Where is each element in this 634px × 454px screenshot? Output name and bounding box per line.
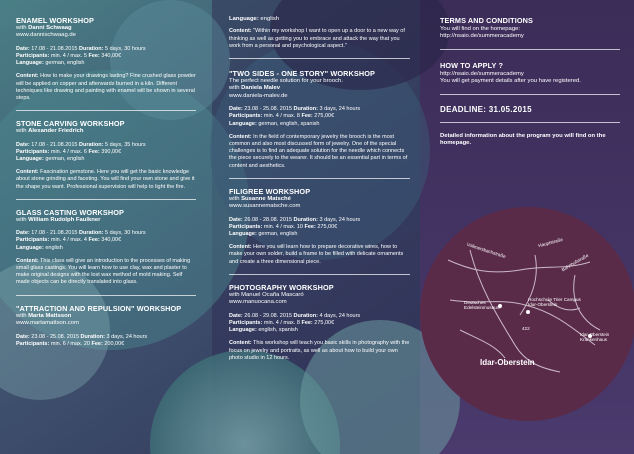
workshop-url[interactable]: www.martamattson.com (16, 320, 79, 327)
workshop-details: Date: 17.08 - 21.08.2015 Duration: 5 days, 35 hours Participants: min. 4 / max. 6 Fee: 390,00€ Language: german, english (16, 141, 146, 163)
divider (440, 94, 620, 95)
workshop-url[interactable]: www.manuocana.com (229, 299, 287, 306)
workshop-filigree (229, 187, 410, 266)
workshop-instructor: with Daniela Malev (229, 85, 281, 92)
hospital-label: Idar-Oberstein Krankenhaus (580, 332, 610, 343)
hochschule-label: Hochschule Trier Campus Idar-Oberstein (528, 297, 581, 308)
workshop-content: Content: This workshop will teach you basic skills in photography with the focus on jewelry and portraits, as well as about how to build your own photo studio in 12 hours. (229, 340, 410, 361)
apply-title: HOW TO APPLY ? (440, 60, 504, 70)
workshop-url[interactable]: www.dannischwaag.de (16, 32, 76, 39)
column-middle (229, 0, 410, 362)
workshop-content: Content: Here you will learn how to prepare decorative wires, how to make your own solder, build a frame to be filled with delicate ornaments and create a three dimensional piece. (229, 244, 404, 265)
workshop-content: Content: In the field of contemporary jewelry the brooch is the most common and also most discussed form of jewelry. One of the special challenges is to find an adequate solution for the needle which connects the piece securely to the wearer. It should be an essential part in terms of content and aesthetics. (229, 133, 408, 169)
workshop-instructor: with Susanne Matsché (229, 195, 291, 202)
workshop-instructor: with Alexander Friedrich (16, 128, 84, 135)
workshop-url[interactable]: www.susannematsche.com (229, 203, 301, 210)
workshop-title: FILIGREE WORKSHOP (229, 186, 311, 196)
workshop-instructor: with Marta Mattsson (16, 312, 72, 319)
workshop-title: PHOTOGRAPHY WORKSHOP (229, 282, 334, 292)
workshop-details: Date: 26.08 - 28.08. 2015 Duration: 3 days, 24 hours Participants: min. 4 / max. 10 Fee: 275,00€ Language: german, english (229, 216, 361, 238)
deadline: DEADLINE: 31.05.2015 (440, 104, 532, 114)
street-label: Bahnhofstraße (560, 252, 590, 273)
workshop-title: "TWO SIDES - ONE STORY" WORKSHOP (229, 69, 375, 79)
apply-text: You will get payment details after you have registered. (440, 78, 581, 85)
divider (440, 122, 620, 123)
workshop-attraction-repulsion (16, 304, 196, 348)
divider (229, 274, 410, 275)
workshop-content: Content: How to make your drawings lasting? Fine crushed glass powder will be applied on copper and afterwards burned in a kiln. Different techniques like drawing and painting with enamel will be shown in several steps. (16, 73, 196, 102)
column-right (440, 0, 620, 147)
workshop-title: GLASS CASTING WORKSHOP (16, 207, 125, 217)
workshop-details: Date: 26.08 - 29.08. 2015 Duration: 4 days, 24 hours Participants: min. 4 / max. 8 Fee: 275,00€ Language: english, spanish (229, 312, 361, 334)
workshop-details: Date: 23.08 - 25.08. 2015 Duration: 3 days, 24 hours Participants: min. 4 / max. 8 Fee: 275,00€ Language: german, english, spanish (229, 106, 361, 127)
museum-label: Deutsches Edelsteinmuseum (464, 300, 501, 311)
divider (229, 58, 410, 59)
city-label: Idar-Oberstein (480, 358, 535, 367)
street-label: Hauptstraße (537, 236, 564, 249)
location-map[interactable] (420, 200, 634, 430)
terms-title: TERMS AND CONDITIONS (440, 16, 533, 25)
road-number: 422 (522, 326, 530, 331)
workshop-enamel (16, 16, 196, 102)
divider (440, 49, 620, 50)
workshop-content: Content: This class will give an introduction to the processes of making small glass castings. You will learn how to use clay, wax and plaster to make original designs with the lost wax method of mold making. Self made objects can be directly translated into glass. (16, 257, 191, 286)
workshop-instructor: with William Rudolph Faulkner (16, 216, 101, 223)
terms-url[interactable]: http://nsaio.de/summeracademy (440, 33, 524, 40)
workshop-language: Language: english (229, 16, 280, 22)
workshop-stone-carving (16, 119, 196, 191)
workshop-title: "ATTRACTION AND REPULSION" WORKSHOP (16, 303, 182, 313)
workshop-details: Date: 17.08 - 21.08.2015 Duration: 5 days, 30 hours Participants: min. 4 / max. 5 Fee: 340,00€ Language: german, english (16, 45, 146, 67)
divider (229, 178, 410, 179)
column-left (16, 0, 196, 348)
workshop-content: Content: "Within my workshop I want to open up a door to a new way of thinking as well as getting you to embrace and attack the way that you work from a personal and psychological aspect." (229, 28, 405, 49)
workshop-url[interactable]: www.daniela-malev.de (229, 92, 288, 99)
street-label: Vollmersbachstraße (466, 241, 507, 260)
workshop-title: STONE CARVING WORKSHOP (16, 119, 125, 129)
workshop-content: Content: Fascination gemstone. Here you will get the basic knowledge about stone grinding and faceting. You will find your own stone and give it the shape you want. Professional supervision will help to light the fire. (16, 169, 195, 190)
workshop-instructor: with Manuel Ocaña Mascaró (229, 291, 304, 298)
workshop-subtitle: The perfect needle solution for your brooch. (229, 78, 343, 85)
workshop-title: ENAMEL WORKSHOP (16, 16, 94, 25)
divider (16, 199, 196, 200)
workshop-glass-casting (16, 208, 196, 287)
apply-url[interactable]: http://nsaio.de/summeracademy (440, 70, 524, 77)
workshop-details: Date: 23.08 - 25.08. 2015 Duration: 3 days, 24 hours Participants: min. 6 / max. 20 Fee: 200,00€ (16, 333, 148, 347)
workshop-two-sides (229, 69, 410, 170)
terms-text: You will find on the homepage: (440, 26, 521, 32)
divider (16, 110, 196, 111)
workshop-photography (229, 283, 410, 362)
workshop-instructor: with Danni Schwaag (16, 25, 72, 31)
workshop-details: Date: 17.08 - 21.08.2015 Duration: 5 days, 30 hours Participants: min. 4 / max. 4 Fee: 340,00€ Language: english (16, 230, 146, 251)
info-text: Detailed information about the program you will find on the homepage. (440, 132, 606, 147)
divider (16, 295, 196, 296)
